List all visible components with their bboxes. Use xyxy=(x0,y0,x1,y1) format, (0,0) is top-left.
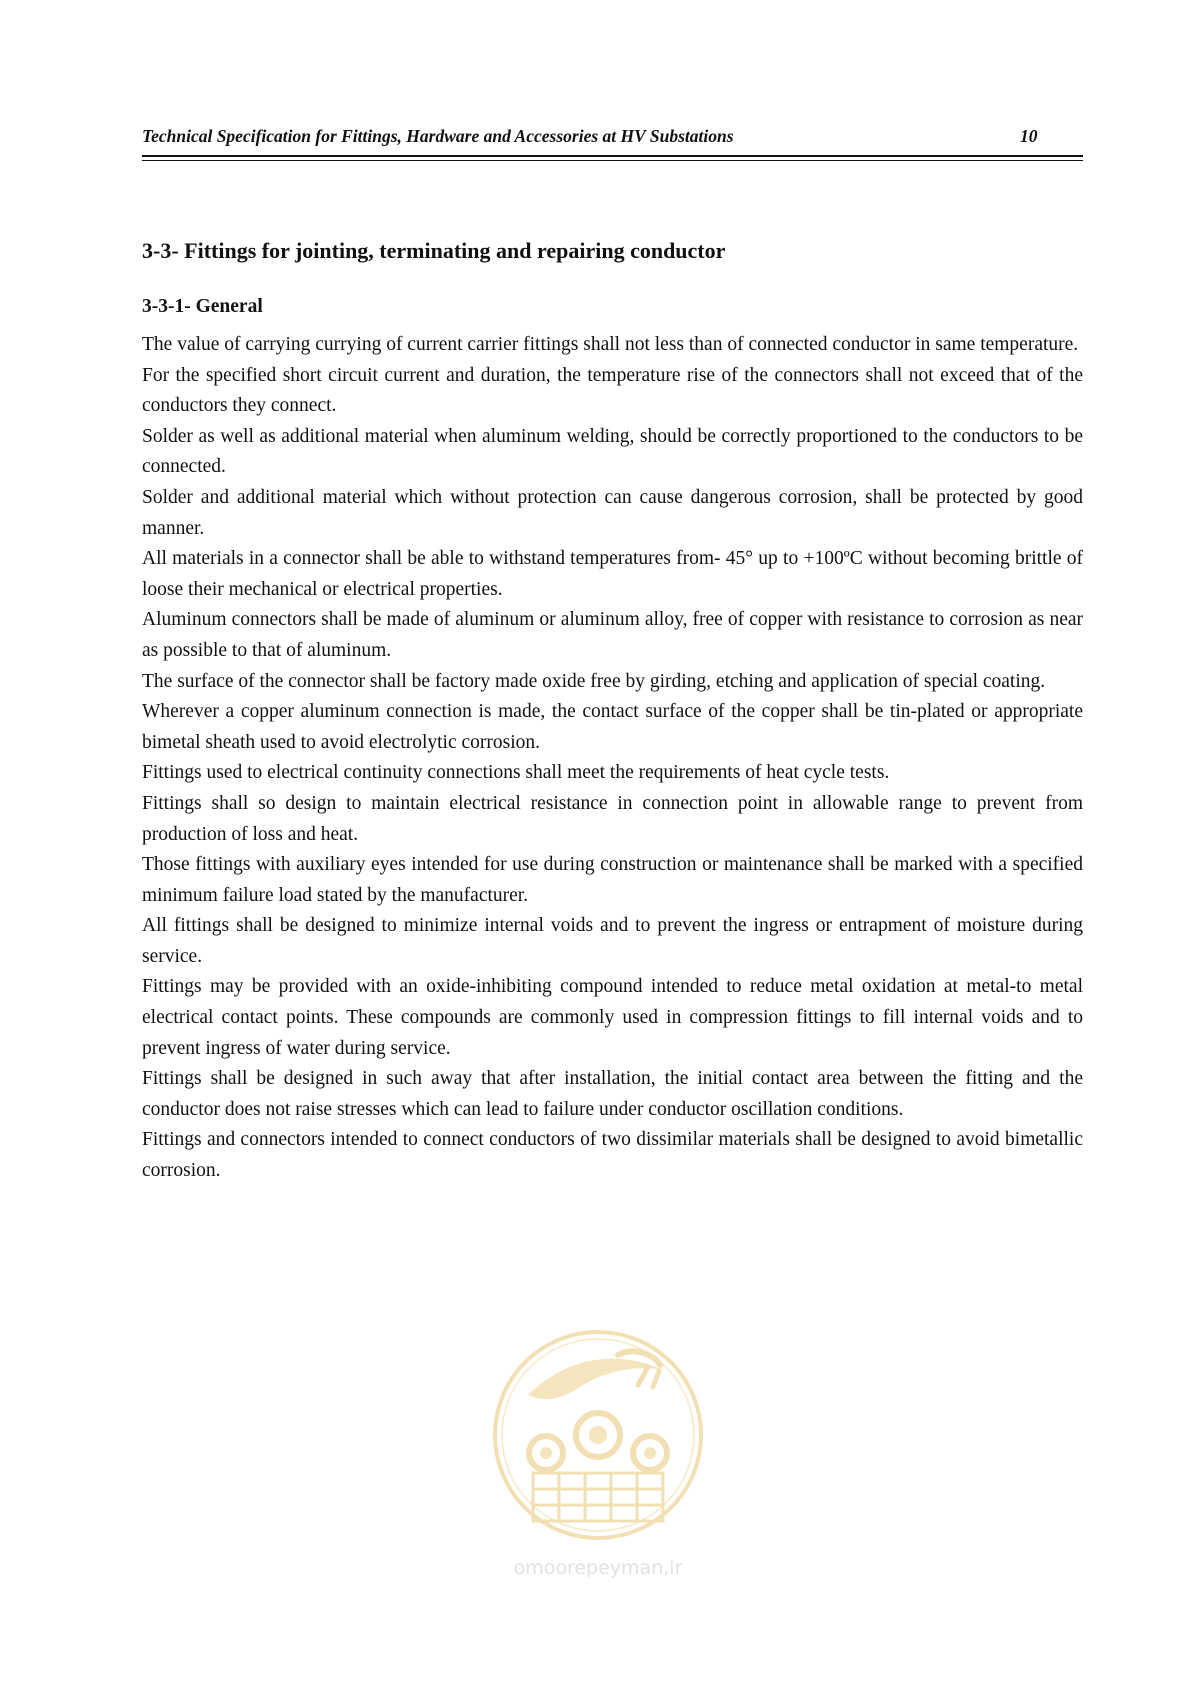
page-header xyxy=(142,126,1082,156)
header-rule-thin xyxy=(142,160,1083,161)
paragraph: Solder and additional material which without protection can cause dangerous corrosion, shall be protected by good manner. xyxy=(142,486,1083,539)
watermark xyxy=(488,1325,708,1585)
paragraph: Solder as well as additional material when aluminum welding, should be correctly proportioned to the conductors to be connected. xyxy=(142,425,1083,478)
paragraph: All fittings shall be designed to minimize internal voids and to prevent the ingress or entrapment of moisture during service. xyxy=(142,915,1083,967)
paragraph: Fittings and connectors intended to connect conductors of two dissimilar materials shall be designed to avoid bimetallic corrosion. xyxy=(142,1129,1083,1182)
paragraph: Fittings may be provided with an oxide-inhibiting compound intended to reduce metal oxidation at metal-to metal electrical contact points. These compounds are commonly used in compression fittings to fill internal voids and to prevent ingress of water during service. xyxy=(142,976,1083,1059)
header-rule-thick xyxy=(142,155,1083,157)
omoorepeyman-logo-icon xyxy=(488,1325,708,1545)
paragraph: The surface of the connector shall be factory made oxide free by girding, etching and application of special coating. xyxy=(142,670,1046,692)
subsection-title: 3-3-1- General xyxy=(142,296,263,317)
page-number: 10 xyxy=(1020,126,1038,146)
paragraph: For the specified short circuit current and duration, the temperature rise of the connectors shall not exceed that of the conductors they connect. xyxy=(142,364,1083,417)
paragraph: Fittings shall so design to maintain electrical resistance in connection point in allowable range to prevent from production of loss and heat. xyxy=(142,792,1083,845)
paragraph: Aluminum connectors shall be made of aluminum or aluminum alloy, free of copper with resistance to corrosion as near as possible to that of aluminum. xyxy=(142,609,1083,661)
section-title: 3-3- Fittings for jointing, terminating and repairing conductor xyxy=(142,238,726,263)
watermark-text: omoorepeyman.ir xyxy=(513,1557,683,1579)
paragraph: Wherever a copper aluminum connection is made, the contact surface of the copper shall be tin-plated or appropriate bimetal sheath used to avoid electrolytic corrosion. xyxy=(142,701,1083,753)
paragraph: All materials in a connector shall be able to withstand temperatures from- 45° up to +100ºC without becoming brittle of loose their mechanical or electrical properties. xyxy=(142,548,1083,600)
body-text xyxy=(142,330,1083,1187)
paragraph: Fittings shall be designed in such away that after installation, the initial contact area between the fitting and the conductor does not raise stresses which can lead to failure under conductor oscillation conditions. xyxy=(142,1068,1083,1120)
paragraph: The value of carrying currying of current carrier fittings shall not less than of connected conductor in same temperature. xyxy=(142,334,1079,355)
paragraph: Those fittings with auxiliary eyes intended for use during construction or maintenance shall be marked with a specified minimum failure load stated by the manufacturer. xyxy=(142,854,1083,906)
paragraph: Fittings used to electrical continuity connections shall meet the requirements of heat cycle tests. xyxy=(142,762,890,784)
document-title: Technical Specification for Fittings, Hardware and Accessories at HV Substations xyxy=(142,126,734,146)
